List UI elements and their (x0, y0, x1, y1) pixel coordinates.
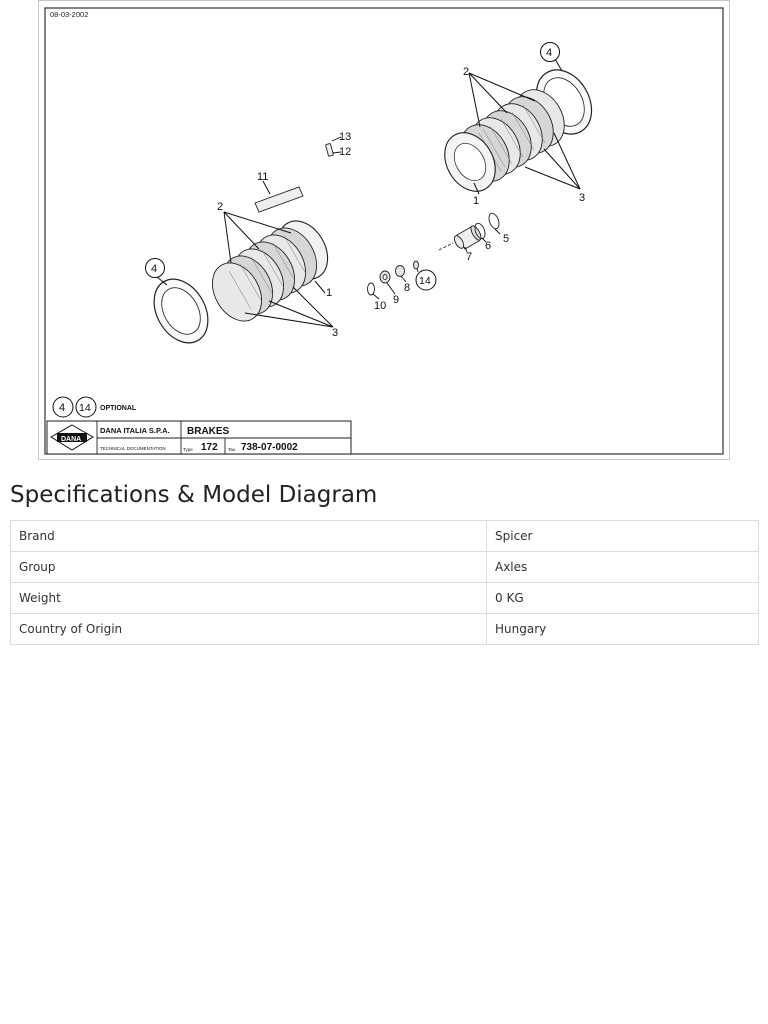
callout-3-lower: 3 (332, 327, 339, 339)
tav-label: Tav. (228, 447, 236, 452)
specifications-table (10, 520, 759, 645)
callout-4-lower: 4 (151, 263, 158, 275)
drawing-title: BRAKES (187, 426, 230, 437)
legend-optional-4: 4 (59, 402, 66, 414)
callout-7: 7 (466, 251, 473, 263)
drawing-date: 08-03-2002 (50, 10, 89, 19)
type-value: 172 (201, 442, 218, 453)
dana-logo: DANA (61, 436, 82, 443)
spec-label-country: Country of Origin (11, 614, 487, 645)
spec-label-brand: Brand (11, 521, 487, 552)
type-label: Type (183, 447, 193, 452)
company-name: DANA ITALIA S.P.A. (100, 426, 170, 435)
upper-brake-pack (435, 59, 603, 200)
callout-11: 11 (257, 171, 269, 183)
callout-9: 9 (393, 294, 400, 306)
legend-optional-label: OPTIONAL (100, 405, 137, 412)
spec-value-weight: 0 KG (487, 583, 759, 614)
technical-documentation-label: TECHNICAL DOCUMENTATION (100, 446, 166, 451)
table-row (11, 521, 759, 552)
callout-1-upper: 1 (473, 195, 480, 207)
callout-5: 5 (503, 233, 510, 245)
lower-brake-pack (143, 212, 337, 352)
brakes-diagram (39, 1, 729, 459)
table-row (11, 614, 759, 645)
drawing-border (45, 8, 723, 454)
exploded-parts-drawing (38, 0, 730, 460)
callout-2-lower: 2 (217, 201, 224, 213)
callout-8: 8 (404, 282, 411, 294)
callout-2-upper: 2 (463, 66, 470, 78)
callout-1-lower: 1 (326, 287, 333, 299)
callout-10: 10 (374, 300, 387, 312)
section-title: Specifications & Model Diagram (10, 482, 378, 508)
legend-optional-14: 14 (79, 402, 91, 414)
callout-12: 12 (339, 146, 352, 158)
spec-value-group: Axles (487, 552, 759, 583)
callout-4-upper: 4 (546, 47, 553, 59)
callout-13: 13 (339, 131, 352, 143)
spec-label-weight: Weight (11, 583, 487, 614)
shaft-11 (255, 181, 303, 212)
callout-6: 6 (485, 240, 492, 252)
table-row (11, 552, 759, 583)
spec-value-brand: Spicer (487, 521, 759, 552)
tav-value: 738-07-0002 (241, 442, 298, 453)
spec-value-country: Hungary (487, 614, 759, 645)
table-row (11, 583, 759, 614)
spec-label-group: Group (11, 552, 487, 583)
callout-14: 14 (419, 275, 431, 287)
callout-3-upper: 3 (579, 192, 586, 204)
